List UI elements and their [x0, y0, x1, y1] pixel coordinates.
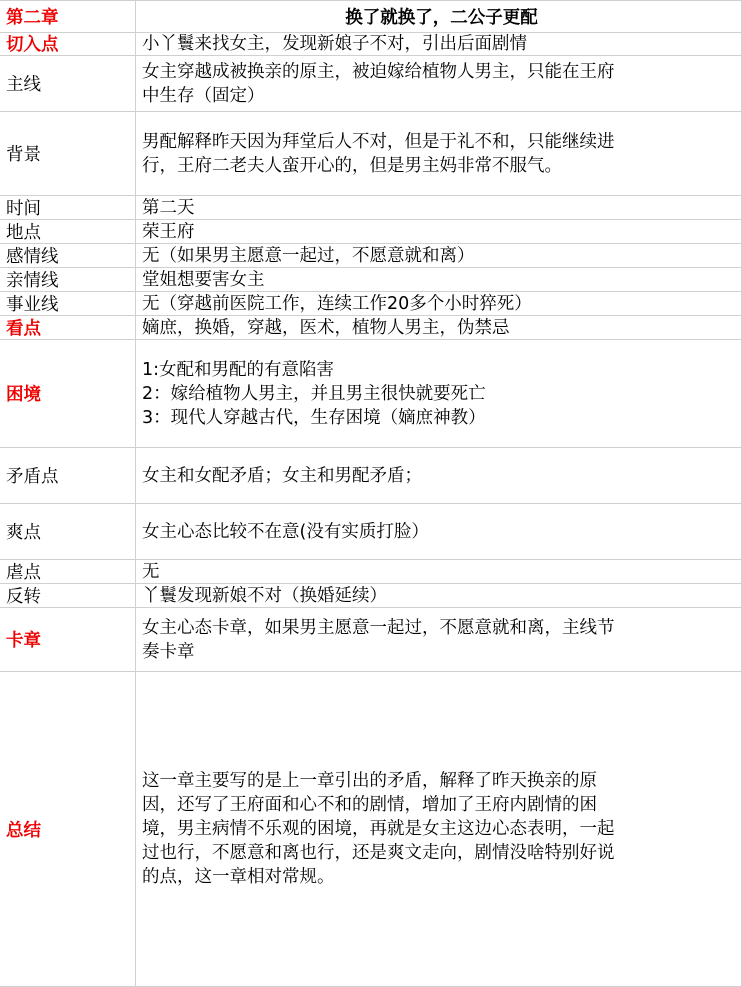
row-angst-points — [0, 560, 742, 584]
dilemma-label[interactable]: 困境 — [0, 340, 136, 448]
time-label[interactable]: 时间 — [0, 196, 136, 220]
background-value: 男配解释昨天因为拜堂后人不对，但是于礼不和，只能继续进 行，王府二老夫人蛮开心的，但是男主妈非常不服气。 — [142, 131, 615, 176]
highlights-value: 嫡庶，换婚，穿越，医术，植物人男主，伪禁忌 — [142, 317, 510, 338]
romance-line-value-cell[interactable] — [136, 244, 742, 268]
twist-value-cell[interactable] — [136, 584, 742, 608]
satisfying-points-value-cell[interactable] — [136, 504, 742, 560]
row-romance-line — [0, 244, 742, 268]
conflict-points-value: 女主和女配矛盾；女主和男配矛盾； — [142, 465, 422, 486]
angst-points-label[interactable]: 虐点 — [0, 560, 136, 584]
main-line-label[interactable]: 主线 — [0, 56, 136, 112]
angst-points-value-cell[interactable] — [136, 560, 742, 584]
row-satisfying-points — [0, 504, 742, 560]
chapter-title[interactable]: 换了就换了，二公子更配 — [136, 1, 742, 33]
row-dilemma — [0, 340, 742, 448]
summary-value-cell[interactable] — [136, 672, 742, 987]
conflict-points-label[interactable]: 矛盾点 — [0, 448, 136, 504]
location-value-cell[interactable] — [136, 220, 742, 244]
entry-point-label[interactable]: 切入点 — [0, 32, 136, 56]
summary-value: 这一章主要写的是上一章引出的矛盾，解释了昨天换亲的原 因，还写了王府面和心不和的剧情，增加了王府内剧情的困 境，男主病情不乐观的困境，再就是女主这边心态表明，一起 过也行，不愿意和离也行，还是爽文走向，剧情没啥特别好说 的点，这一章相对常规。 — [142, 771, 615, 887]
family-line-value: 堂姐想要害女主 — [142, 269, 265, 290]
romance-line-label[interactable]: 感情线 — [0, 244, 136, 268]
conflict-points-value-cell[interactable] — [136, 448, 742, 504]
row-family-line — [0, 268, 742, 292]
background-label[interactable]: 背景 — [0, 112, 136, 196]
summary-label[interactable]: 总结 — [0, 672, 136, 987]
background-value-cell[interactable] — [136, 112, 742, 196]
career-line-value: 无（穿越前医院工作，连续工作20多个小时猝死） — [142, 293, 532, 314]
dilemma-value: 1:女配和男配的有意陷害 2：嫁给植物人男主，并且男主很快就要死亡 3：现代人穿越古代，生存困境（嫡庶神教） — [142, 359, 486, 428]
location-label[interactable]: 地点 — [0, 220, 136, 244]
chapter-hook-label[interactable]: 卡章 — [0, 608, 136, 672]
angst-points-value: 无 — [142, 561, 160, 582]
row-summary — [0, 672, 742, 987]
twist-value: 丫鬟发现新娘不对（换婚延续） — [142, 585, 387, 606]
row-career-line — [0, 292, 742, 316]
dilemma-value-cell[interactable] — [136, 340, 742, 448]
row-twist — [0, 584, 742, 608]
chapter-hook-value-cell[interactable] — [136, 608, 742, 672]
row-main-line — [0, 56, 742, 112]
row-chapter-hook — [0, 608, 742, 672]
row-entry-point — [0, 32, 742, 56]
highlights-label[interactable]: 看点 — [0, 316, 136, 340]
entry-point-value: 小丫鬟来找女主，发现新娘子不对，引出后面剧情 — [142, 33, 527, 54]
row-conflict-points — [0, 448, 742, 504]
career-line-value-cell[interactable] — [136, 292, 742, 316]
satisfying-points-value: 女主心态比较不在意(没有实质打脸） — [142, 521, 429, 542]
family-line-value-cell[interactable] — [136, 268, 742, 292]
satisfying-points-label[interactable]: 爽点 — [0, 504, 136, 560]
romance-line-value: 无（如果男主愿意一起过，不愿意就和离） — [142, 245, 475, 266]
row-highlights — [0, 316, 742, 340]
row-background — [0, 112, 742, 196]
location-value: 荣王府 — [142, 221, 195, 242]
main-line-value-cell[interactable] — [136, 56, 742, 112]
chapter-hook-value: 女主心态卡章，如果男主愿意一起过，不愿意就和离，主线节 奏卡章 — [142, 617, 615, 662]
time-value: 第二天 — [142, 197, 195, 218]
chapter-label[interactable]: 第二章 — [0, 1, 136, 33]
row-location — [0, 220, 742, 244]
career-line-label[interactable]: 事业线 — [0, 292, 136, 316]
highlights-value-cell[interactable] — [136, 316, 742, 340]
entry-point-value-cell[interactable] — [136, 32, 742, 56]
time-value-cell[interactable] — [136, 196, 742, 220]
twist-label[interactable]: 反转 — [0, 584, 136, 608]
header-row — [0, 0, 742, 33]
main-line-value: 女主穿越成被换亲的原主，被迫嫁给植物人男主，只能在王府 中生存（固定） — [142, 61, 615, 106]
row-time — [0, 196, 742, 220]
family-line-label[interactable]: 亲情线 — [0, 268, 136, 292]
